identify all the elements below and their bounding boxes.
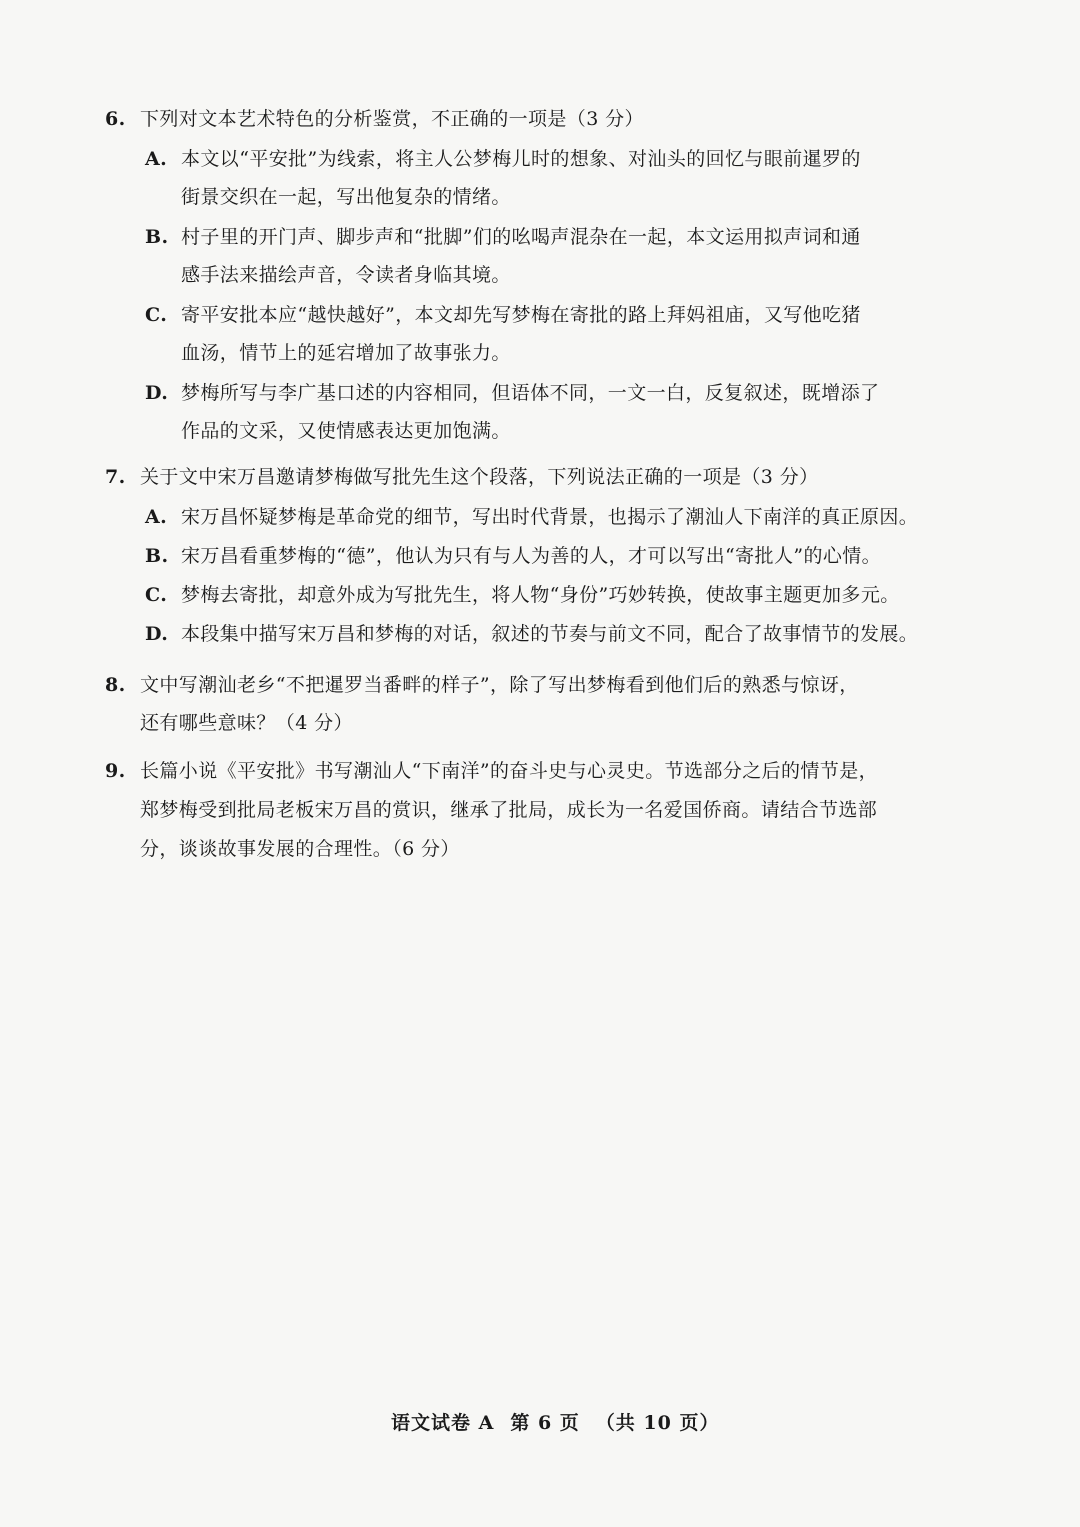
- option-d-continued: 作品的文采，又使情感表达更加饱满。: [181, 420, 511, 442]
- option-letter: C.: [145, 304, 168, 326]
- option-letter: D.: [145, 382, 169, 404]
- option-c: [105, 303, 965, 327]
- question-stem: [105, 673, 965, 697]
- question-number: 9.: [105, 760, 126, 782]
- paper-title: 语文试卷 A: [390, 1412, 495, 1434]
- option-a-continued: 街景交织在一起，写出他复杂的情绪。: [181, 186, 511, 208]
- option-text: 寄平安批本应“越快越好”，本文却先写梦梅在寄批的路上拜妈祖庙，又写他吃猪: [181, 304, 861, 326]
- question-stem: [105, 759, 965, 783]
- option-b: [105, 225, 965, 249]
- question-stem: [105, 465, 965, 489]
- question-text: 长篇小说《平安批》书写潮汕人“下南洋”的奋斗史与心灵史。节选部分之后的情节是，: [140, 760, 879, 782]
- question-stem: [105, 107, 965, 131]
- page-number: 第 6 页: [510, 1412, 580, 1434]
- option-text: 宋万昌怀疑梦梅是革命党的细节，写出时代背景，也揭示了潮汕人下南洋的真正原因。: [181, 506, 919, 528]
- option-text: 本文以“平安批”为线索，将主人公梦梅儿时的想象、对汕头的回忆与眼前暹罗的: [181, 148, 861, 170]
- option-c: [105, 583, 965, 607]
- option-letter: A.: [145, 506, 168, 528]
- question-text: 下列对文本艺术特色的分析鉴赏，不正确的一项是（3 分）: [140, 108, 644, 130]
- question-7: [105, 465, 965, 646]
- option-letter: D.: [145, 623, 169, 645]
- option-a: [105, 505, 965, 529]
- question-text-continued: 郑梦梅受到批局老板宋万昌的赏识，继承了批局，成长为一名爱国侨商。请结合节选部: [140, 799, 878, 821]
- question-number: 6.: [105, 108, 126, 130]
- option-a: [105, 147, 965, 171]
- question-text-continued: 还有哪些意味？（4 分）: [140, 712, 353, 734]
- option-letter: A.: [145, 148, 168, 170]
- option-letter: C.: [145, 584, 168, 606]
- option-b: [105, 544, 965, 568]
- option-letter: B.: [145, 545, 169, 567]
- option-text: 村子里的开门声、脚步声和“批脚”们的吆喝声混杂在一起，本文运用拟声词和通: [181, 226, 861, 248]
- question-text: 关于文中宋万昌邀请梦梅做写批先生这个段落，下列说法正确的一项是（3 分）: [140, 466, 819, 488]
- question-8: [105, 673, 965, 735]
- option-text: 梦梅所写与李广基口述的内容相同，但语体不同，一文一白，反复叙述，既增添了: [181, 382, 880, 404]
- option-d: [105, 381, 965, 405]
- page-footer: [0, 1386, 1080, 1457]
- option-text: 宋万昌看重梦梅的“德”，他认为只有与人为善的人，才可以写出“寄批人”的心情。: [181, 545, 882, 567]
- page-total: （共 10 页）: [595, 1412, 720, 1434]
- question-text: 文中写潮汕老乡“不把暹罗当番畔的样子”，除了写出梦梅看到他们后的熟悉与惊讶，: [140, 674, 859, 696]
- question-9: [105, 759, 965, 861]
- option-letter: B.: [145, 226, 169, 248]
- option-b-continued: 感手法来描绘声音，令读者身临其境。: [181, 264, 511, 286]
- question-number: 7.: [105, 466, 126, 488]
- option-text: 本段集中描写宋万昌和梦梅的对话，叙述的节奏与前文不同，配合了故事情节的发展。: [181, 623, 919, 645]
- option-text: 梦梅去寄批，却意外成为写批先生，将人物“身份”巧妙转换，使故事主题更加多元。: [181, 584, 900, 606]
- option-c-continued: 血汤，情节上的延宕增加了故事张力。: [181, 342, 511, 364]
- option-d: [105, 622, 965, 646]
- question-number: 8.: [105, 674, 126, 696]
- question-text-continued: 分，谈谈故事发展的合理性。（6 分）: [140, 838, 460, 860]
- question-6: [105, 107, 965, 443]
